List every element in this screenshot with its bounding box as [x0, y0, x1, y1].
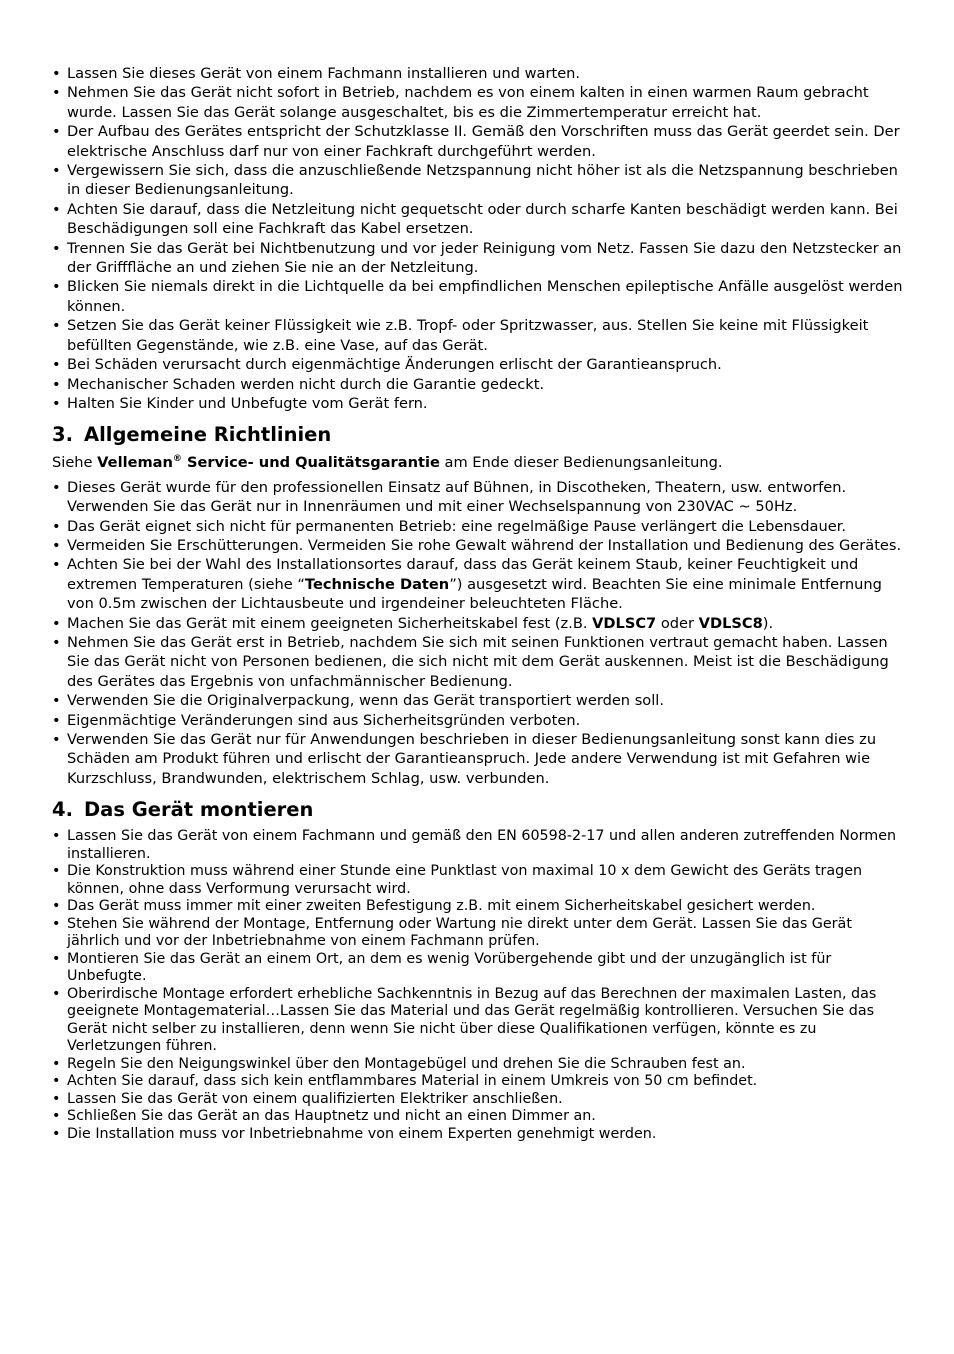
item-text: ). — [762, 614, 774, 632]
section-3-intro — [52, 453, 904, 472]
intro-suffix: am Ende dieser Bedienungsanleitung. — [439, 454, 723, 472]
list-item: • Lassen Sie das Gerät von einem Fachmann und gemäß den EN 60598-2-17 und allen anderen zutreffenden Normen installieren. — [52, 828, 904, 863]
list-item: • Stehen Sie während der Montage, Entfernung oder Wartung nie direkt unter dem Gerät. Lassen Sie das Gerät jährlich und vor der Inbetriebnahme von einem Fachmann prüfen. — [52, 916, 904, 951]
list-item — [52, 614, 904, 633]
item-text: oder — [656, 614, 699, 632]
product-code: VDLSC7 — [592, 614, 657, 632]
list-item: • Dieses Gerät wurde für den professionellen Einsatz auf Bühnen, in Discotheken, Theatern, usw. entworfen. Verwenden Sie das Gerät nur in Innenräumen und mit einer Wechselspannung von 230VAC ~ 50Hz. — [52, 478, 904, 517]
list-item: • Die Installation muss vor Inbetriebnahme von einem Experten genehmigt werden. — [52, 1126, 904, 1144]
list-item: • Halten Sie Kinder und Unbefugte vom Gerät fern. — [52, 394, 904, 413]
list-item: • Das Gerät muss immer mit einer zweiten Befestigung z.B. mit einem Sicherheitskabel gesichert werden. — [52, 898, 904, 916]
list-item: • Mechanischer Schaden werden nicht durch die Garantie gedeckt. — [52, 375, 904, 394]
section-4-number: 4. — [52, 798, 73, 822]
list-item: • Der Aufbau des Gerätes entspricht der Schutzklasse II. Gemäß den Vorschriften muss das Gerät geerdet sein. Der elektrische Anschluss darf nur von einer Fachkraft durchgeführt werden. — [52, 122, 904, 161]
item-text: Machen Sie das Gerät mit einem geeigneten Sicherheitskabel fest (z.B. — [67, 614, 593, 632]
product-code: VDLSC8 — [698, 614, 763, 632]
guarantee-name: Service- und Qualitätsgarantie — [181, 454, 440, 472]
list-item: • Verwenden Sie das Gerät nur für Anwendungen beschrieben in dieser Bedienungsanleitung sonst kann dies zu Schäden am Produkt führen und erlischt der Garantieanspruch. Jede andere Verwendung ist mit Gefahren wie Kurzschluss, Brandwunden, elektrischem Schlag, usw. verbunden. — [52, 730, 904, 788]
list-item: • Schließen Sie das Gerät an das Hauptnetz und nicht an einen Dimmer an. — [52, 1108, 904, 1126]
list-item: • Lassen Sie dieses Gerät von einem Fachmann installieren und warten. — [52, 64, 904, 83]
registered-mark: ® — [172, 454, 182, 465]
list-item: • Lassen Sie das Gerät von einem qualifizierten Elektriker anschließen. — [52, 1091, 904, 1109]
brand-name: Velleman — [97, 454, 173, 472]
list-item: • Das Gerät eignet sich nicht für permanenten Betrieb: eine regelmäßige Pause verlängert die Lebensdauer. — [52, 517, 904, 536]
list-item: • Montieren Sie das Gerät an einem Ort, an dem es wenig Vorübergehende gibt und der unzugänglich ist für Unbefugte. — [52, 951, 904, 986]
list-item: • Vergewissern Sie sich, dass die anzuschließende Netzspannung nicht höher ist als die Netzspannung beschrieben in dieser Bedienungsanleitung. — [52, 161, 904, 200]
list-item: • Oberirdische Montage erfordert erhebliche Sachkenntnis in Bezug auf das Berechnen der maximalen Lasten, das geeignete Montagematerial…Lassen Sie das Material und das Gerät regelmäßig kontrollieren. Versuchen Sie das Gerät nicht selber zu installieren, denn wenn Sie nicht über diese Qualifikationen verfügen, könnte es zu Verletzungen führen. — [52, 986, 904, 1056]
list-item: • Bei Schäden verursacht durch eigenmächtige Änderungen erlischt der Garantieanspruch. — [52, 355, 904, 374]
list-item: • Eigenmächtige Veränderungen sind aus Sicherheitsgründen verboten. — [52, 711, 904, 730]
list-item: • Regeln Sie den Neigungswinkel über den Montagebügel und drehen Sie die Schrauben fest an. — [52, 1056, 904, 1074]
manual-page — [52, 64, 904, 1143]
section-3-title: Allgemeine Richtlinien — [84, 423, 332, 447]
section-3-heading — [52, 422, 904, 448]
list-item: • Blicken Sie niemals direkt in die Lichtquelle da bei empfindlichen Menschen epileptische Anfälle ausgelöst werden können. — [52, 277, 904, 316]
section-3-number: 3. — [52, 423, 73, 447]
list-item: • Nehmen Sie das Gerät nicht sofort in Betrieb, nachdem es von einem kalten in einen warmen Raum gebracht wurde. Lassen Sie das Gerät solange ausgeschaltet, bis es die Zimmertemperatur erreicht hat. — [52, 83, 904, 122]
list-item: • Die Konstruktion muss während einer Stunde eine Punktlast von maximal 10 x dem Gewicht des Geräts tragen können, ohne dass Verformung verursacht wird. — [52, 863, 904, 898]
technical-data-ref: Technische Daten — [304, 575, 450, 593]
section-4-heading — [52, 797, 904, 823]
section-4-title: Das Gerät montieren — [84, 798, 314, 822]
list-item: • Trennen Sie das Gerät bei Nichtbenutzung und vor jeder Reinigung vom Netz. Fassen Sie dazu den Netzstecker an der Grifffläche an und ziehen Sie nie an der Netzleitung. — [52, 239, 904, 278]
list-item: • Achten Sie darauf, dass sich kein entflammbares Material in einem Umkreis von 50 cm befindet. — [52, 1073, 904, 1091]
list-item: • Setzen Sie das Gerät keiner Flüssigkeit wie z.B. Tropf- oder Spritzwasser, aus. Stellen Sie keine mit Flüssigkeit befüllten Gegenstände, wie z.B. eine Vase, auf das Gerät. — [52, 316, 904, 355]
list-item: • Vermeiden Sie Erschütterungen. Vermeiden Sie rohe Gewalt während der Installation und Bedienung des Gerätes. — [52, 536, 904, 555]
intro-prefix: Siehe — [52, 454, 98, 472]
list-item — [52, 555, 904, 613]
list-item: • Verwenden Sie die Originalverpackung, wenn das Gerät transportiert werden soll. — [52, 691, 904, 710]
item-text: Achten Sie bei der Wahl des Installationsortes darauf, dass das Gerät keinem Staub, keiner Feuchtigkeit und extremen Temperaturen (siehe “ — [67, 556, 859, 593]
list-item: • Achten Sie darauf, dass die Netzleitung nicht gequetscht oder durch scharfe Kanten beschädigt werden kann. Bei Beschädigungen soll eine Fachkraft das Kabel ersetzen. — [52, 200, 904, 239]
item-text: ”) ausgesetzt wird. Beachten Sie eine minimale Entfernung von 0.5m zwischen der Lichtausbeute und irgendeiner beleuchteten Fläche. — [67, 575, 882, 613]
list-item: • Nehmen Sie das Gerät erst in Betrieb, nachdem Sie sich mit seinen Funktionen vertraut gemacht haben. Lassen Sie das Gerät nicht von Personen bedienen, die sich nicht mit dem Gerät auskennen. Meist ist die Beschädigung des Gerätes das Ergebnis von unfachmännischer Bedienung. — [52, 633, 904, 691]
safety-list — [52, 64, 904, 413]
section-4-list — [52, 828, 904, 1143]
section-3-list — [52, 478, 904, 789]
